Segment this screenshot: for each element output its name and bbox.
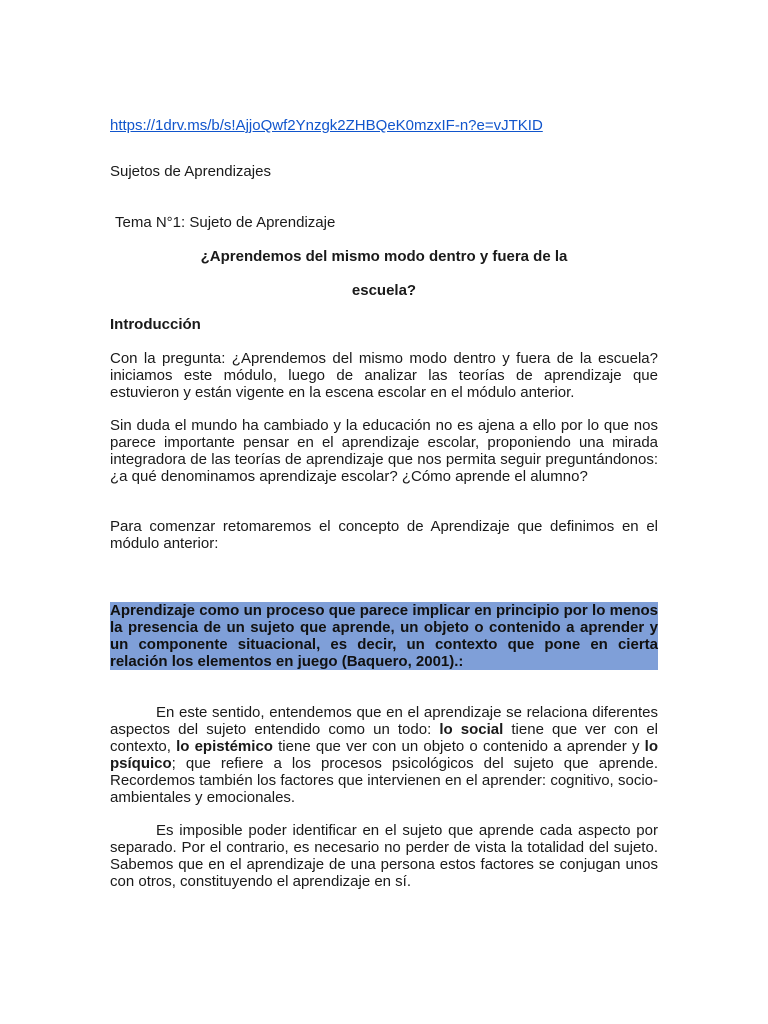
- paragraph-totality: Es imposible poder identificar en el sujeto que aprende cada aspecto por separado. Por el contrario, es necesario no perder de vista la totalidad del sujeto. Sabemos que en el aprendizaje de una persona estos factores se conjugan unos con otros, constituyendo el aprendizaje en sí.: [110, 822, 658, 890]
- text-run: En este sentido, entendemos que en el aprendizaje se relaciona diferentes aspectos del sujeto entendido como un todo:: [110, 704, 658, 738]
- document-link[interactable]: https://1drv.ms/b/s!AjjoQwf2Ynzgk2ZHBQeK0mzxIF-n?e=vJTKID: [110, 117, 543, 134]
- paragraph-intro: Con la pregunta: ¿Aprendemos del mismo modo dentro y fuera de la escuela? iniciamos este módulo, luego de analizar las teorías de aprendizaje que estuvieron y están vigente en la escena escolar en el módulo anterior.: [110, 350, 658, 401]
- question-heading-line2: escuela?: [351, 282, 417, 299]
- introduction-heading: Introducción: [110, 316, 201, 333]
- text-run: ; que refiere a los procesos psicológicos del sujeto que aprende. Recordemos también los factores que intervienen en el aprender: cognitivo, socio-ambientales y emocionales.: [110, 755, 658, 806]
- paragraph-aspects: [110, 704, 658, 806]
- subject-title: Sujetos de Aprendizajes: [110, 163, 271, 180]
- question-heading-line1: ¿Aprendemos del mismo modo dentro y fuera de la: [200, 248, 568, 265]
- text-run: tiene que ver con el contexto,: [110, 721, 659, 755]
- highlighted-definition-quote: Aprendizaje como un proceso que parece implicar en principio por lo menos la presencia de un sujeto que aprende, un objeto o contenido a aprender y un componente situacional, es decir, un contexto que pone en cierta relación los elementos en juego (Baquero, 2001).:: [110, 602, 658, 670]
- bold-term-epistemic: lo epistémico: [176, 738, 273, 755]
- bold-term-social: lo social: [439, 721, 504, 738]
- topic-title: Tema N°1: Sujeto de Aprendizaje: [115, 214, 336, 231]
- bold-term-psychic: lo psíquico: [110, 738, 658, 772]
- paragraph-world-changed: Sin duda el mundo ha cambiado y la educación no es ajena a ello por lo que nos parece importante pensar en el aprendizaje escolar, proponiendo una mirada integradora de las teorías de aprendizaje que nos permita seguir preguntándonos: ¿a qué denominamos aprendizaje escolar? ¿Cómo aprende el alumno?: [110, 417, 658, 485]
- text-run: tiene que ver con un objeto o contenido a aprender y: [272, 738, 645, 755]
- paragraph-concept: Para comenzar retomaremos el concepto de Aprendizaje que definimos en el módulo anterior:: [110, 518, 658, 552]
